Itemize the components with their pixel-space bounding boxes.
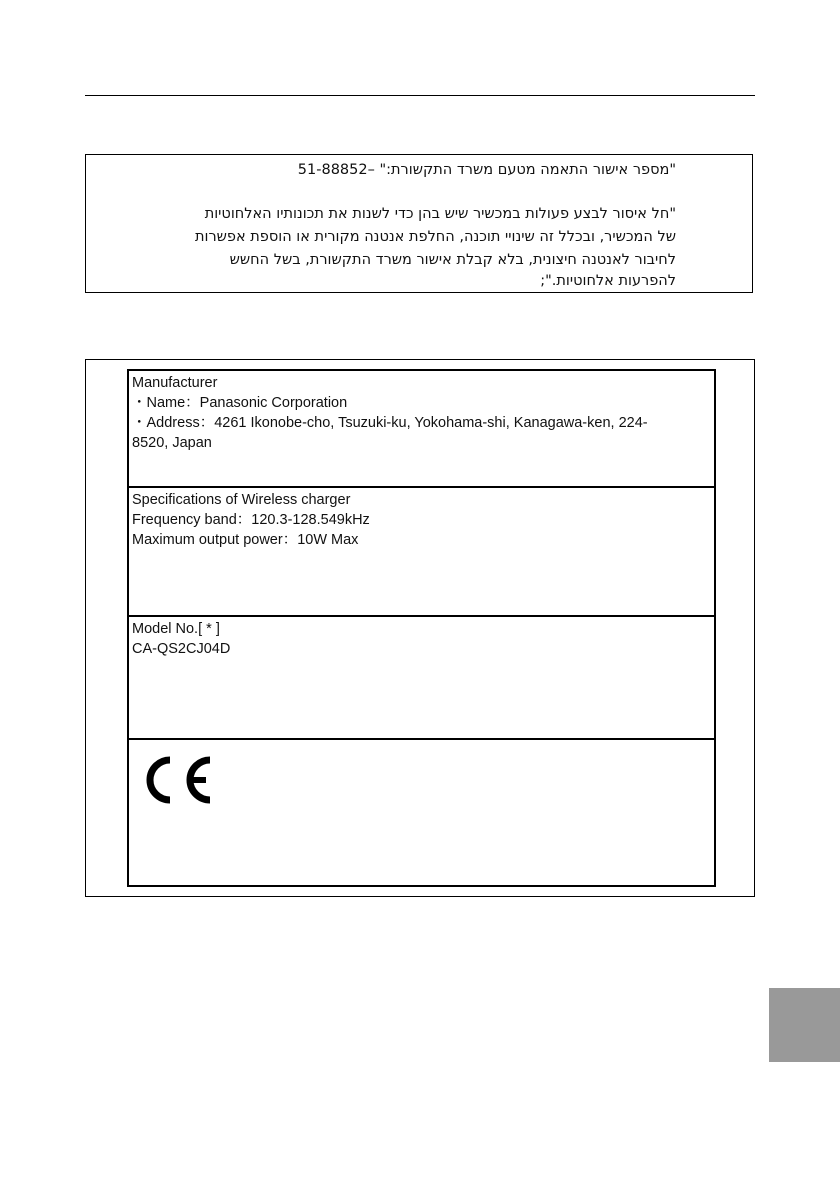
manufacturer-cell [129, 371, 714, 488]
hebrew-line-2: של המכשיר, ובכלל זה שינויי תוכנה, החלפת אנטנה מקורית או הוספת אפשרות [194, 229, 676, 245]
max-output-power: Maximum output power：10W Max [132, 532, 359, 548]
manufacturer-address-cont: 8520, Japan [132, 435, 212, 451]
label-info-box [85, 359, 755, 897]
ce-mark-icon [138, 754, 216, 806]
section-tab [769, 988, 840, 1062]
model-number: CA-QS2CJ04D [132, 641, 231, 657]
model-cell [129, 617, 714, 740]
manufacturer-heading: Manufacturer [132, 375, 218, 391]
hebrew-line-3: לחיבור לאנטנה חיצונית, בלא קבלת אישור משרד התקשורת, בשל החשש [229, 252, 676, 268]
hebrew-line-approval: "מספר אישור התאמה מטעם משרד התקשורת:" –51-88852 [297, 162, 676, 178]
hebrew-line-4: להפרעות אלחוטיות."; [540, 273, 676, 289]
hebrew-line-1: "חל איסור לבצע פעולות במכשיר שיש בהן כדי לשנות את תכונותיו האלחוטיות [204, 206, 676, 222]
manufacturer-name: ・Name：Panasonic Corporation [132, 395, 348, 411]
label-table [127, 369, 716, 887]
model-heading: Model No.[ * ] [132, 621, 220, 637]
manufacturer-address: ・Address：4261 Ikonobe-cho, Tsuzuki-ku, Yokohama-shi, Kanagawa-ken, 224- [132, 415, 648, 431]
top-rule [85, 95, 755, 96]
specifications-heading: Specifications of Wireless charger [132, 492, 351, 508]
ce-cell [129, 740, 714, 885]
frequency-band: Frequency band：120.3-128.549kHz [132, 512, 370, 528]
hebrew-notice-box [85, 154, 753, 293]
specifications-cell [129, 488, 714, 617]
